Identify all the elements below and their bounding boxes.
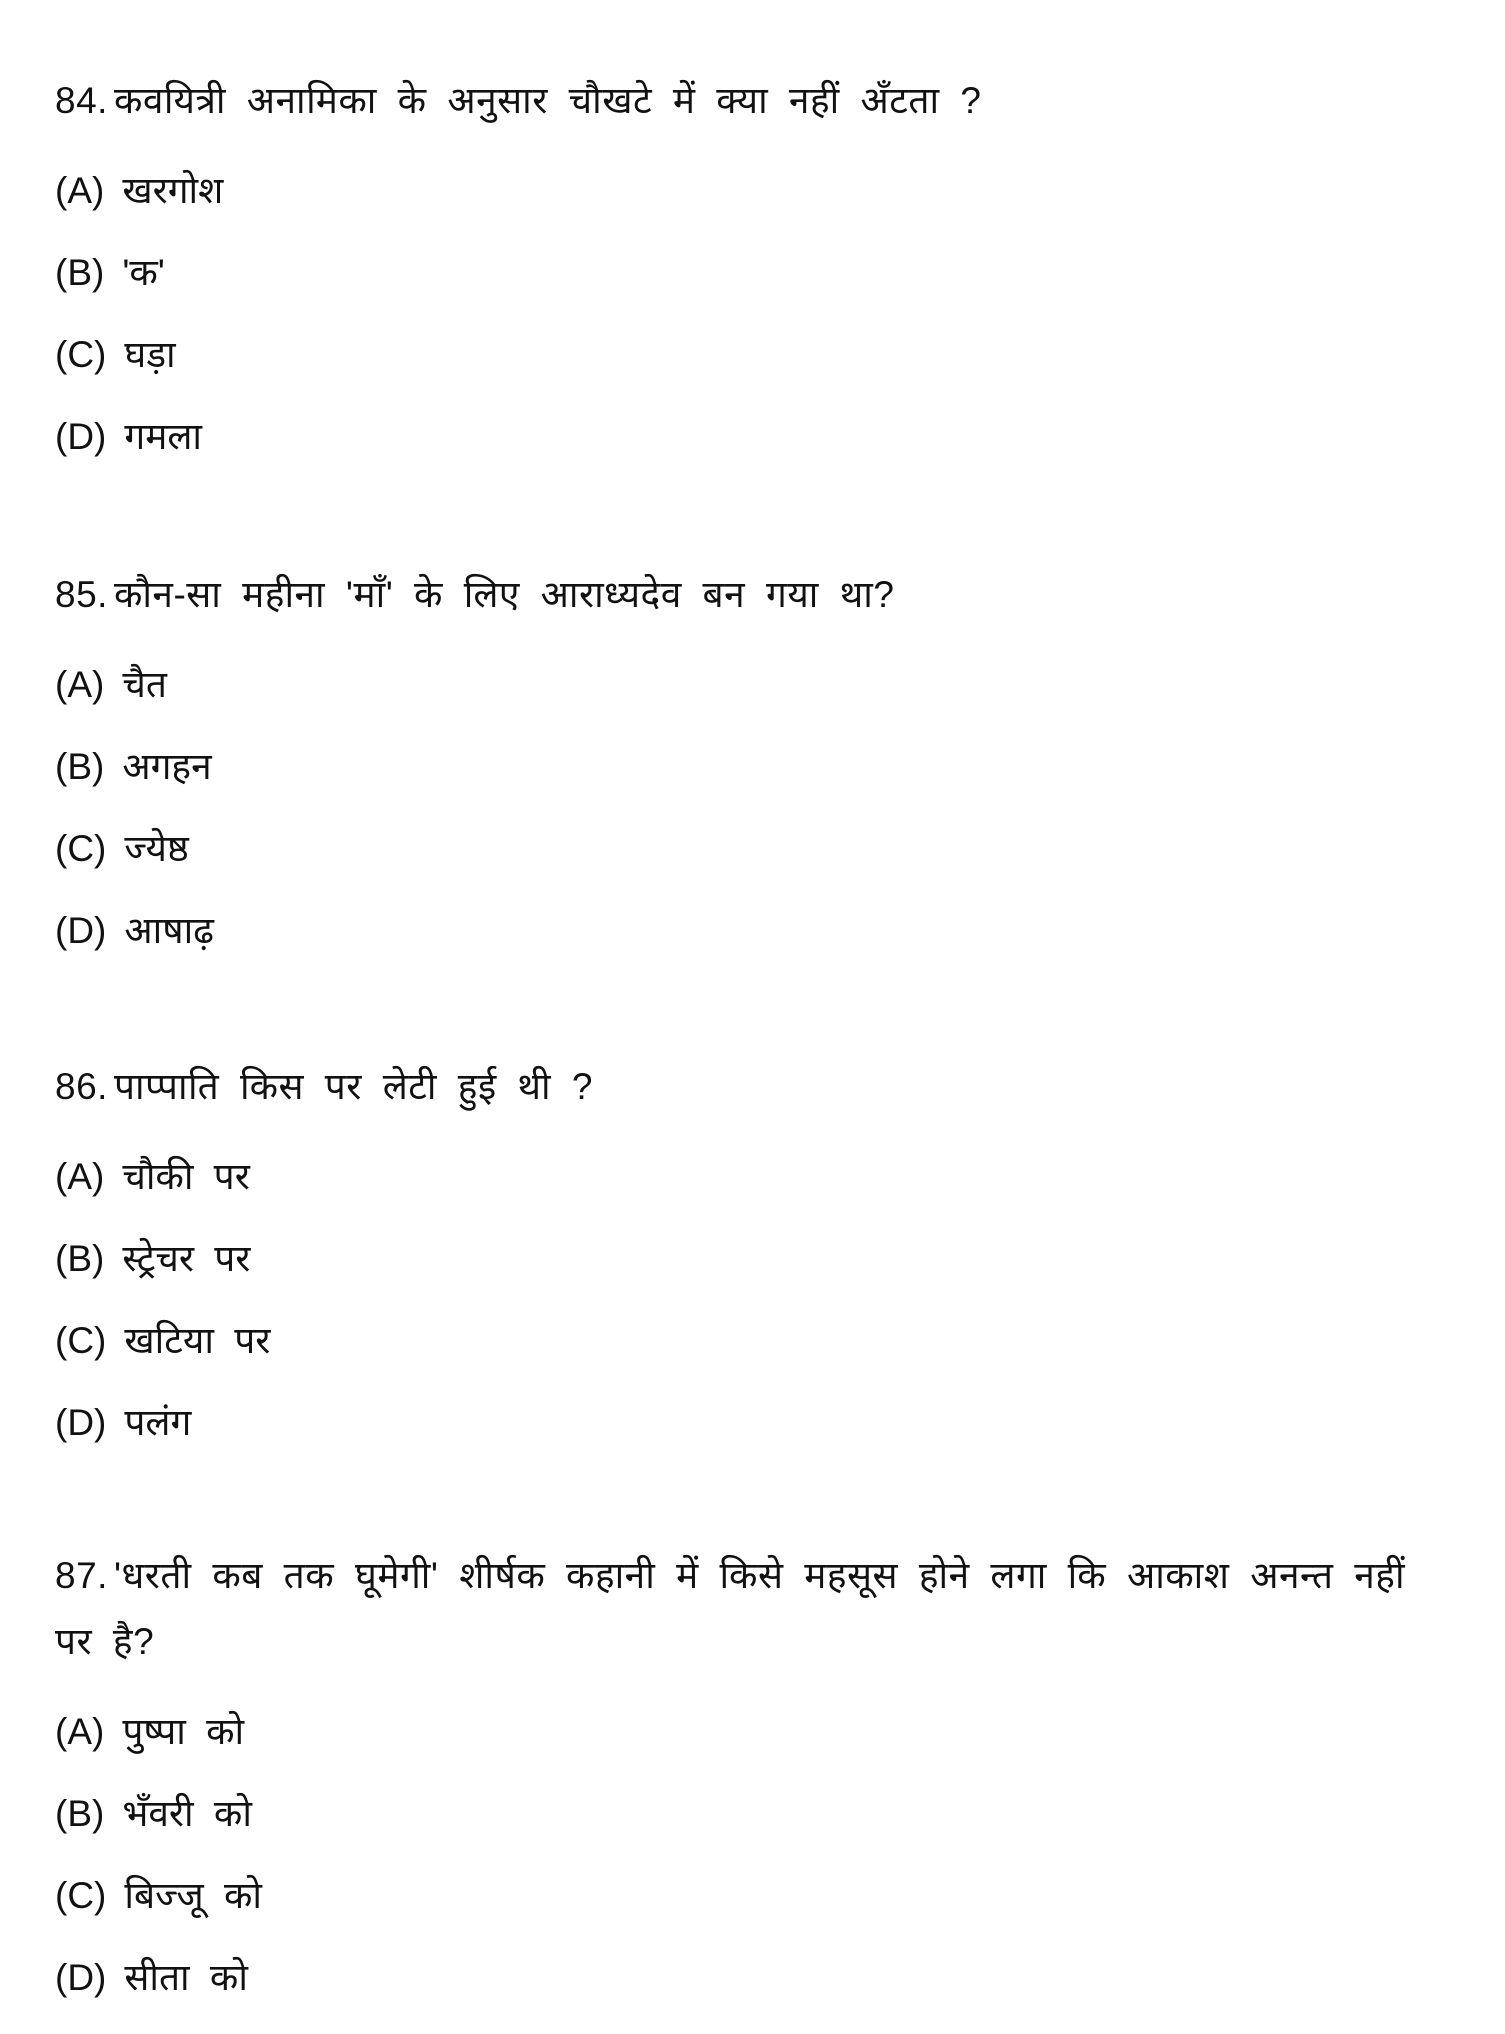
question-stem <box>55 562 1455 628</box>
option-text: ज्येष्ठ <box>124 828 189 869</box>
option-label: (A) <box>55 170 105 211</box>
option-text: सीता को <box>124 1957 248 1998</box>
option-text: पुष्पा को <box>122 1711 245 1752</box>
question-84 <box>55 68 1455 478</box>
question-text: कौन-सा महीना 'माँ' के लिए आराध्यदेव बन गया था? <box>113 574 895 615</box>
option-label: (C) <box>55 1320 107 1361</box>
option-text: गमला <box>124 416 203 457</box>
option-c[interactable] <box>55 1855 1455 1937</box>
option-b[interactable] <box>55 726 1455 808</box>
option-text: घड़ा <box>124 334 176 375</box>
option-d[interactable] <box>55 1937 1455 2019</box>
option-list <box>55 1691 1455 2019</box>
option-text: पलंग <box>124 1402 192 1443</box>
option-text: स्ट्रेचर पर <box>122 1238 251 1279</box>
question-number: 85. <box>55 574 108 615</box>
option-text: चैत <box>122 664 167 705</box>
question-number: 84. <box>55 80 108 121</box>
option-list <box>55 150 1455 478</box>
option-text: आषाढ़ <box>124 910 214 951</box>
option-c[interactable] <box>55 314 1455 396</box>
option-list <box>55 1136 1455 1464</box>
option-label: (C) <box>55 828 107 869</box>
option-c[interactable] <box>55 1300 1455 1382</box>
question-stem <box>55 68 1455 134</box>
option-label: (C) <box>55 334 107 375</box>
option-label: (B) <box>55 252 105 293</box>
option-text: बिज्जू को <box>124 1875 262 1916</box>
option-d[interactable] <box>55 1382 1455 1464</box>
question-number: 87. <box>55 1555 108 1596</box>
option-label: (B) <box>55 746 105 787</box>
option-label: (D) <box>55 1957 107 1998</box>
option-label: (B) <box>55 1793 105 1834</box>
option-label: (A) <box>55 664 105 705</box>
option-label: (D) <box>55 910 107 951</box>
option-c[interactable] <box>55 808 1455 890</box>
option-text: खटिया पर <box>124 1320 271 1361</box>
option-label: (B) <box>55 1238 105 1279</box>
question-stem <box>55 1543 1455 1675</box>
option-a[interactable] <box>55 1136 1455 1218</box>
option-text: चौकी पर <box>122 1156 250 1197</box>
option-a[interactable] <box>55 1691 1455 1773</box>
option-b[interactable] <box>55 232 1455 314</box>
option-d[interactable] <box>55 890 1455 972</box>
option-b[interactable] <box>55 1773 1455 1855</box>
question-86 <box>55 1054 1455 1464</box>
question-text: कवयित्री अनामिका के अनुसार चौखटे में क्या नहीं अँटता ? <box>113 80 982 121</box>
option-text: भँवरी को <box>122 1793 252 1834</box>
option-label: (C) <box>55 1875 107 1916</box>
option-text: 'क' <box>122 252 165 293</box>
question-87 <box>55 1543 1455 2019</box>
question-85 <box>55 562 1455 972</box>
question-number: 86. <box>55 1066 108 1107</box>
option-a[interactable] <box>55 644 1455 726</box>
option-text: खरगोश <box>122 170 224 211</box>
question-text: पाप्पाति किस पर लेटी हुई थी ? <box>113 1066 593 1107</box>
option-label: (D) <box>55 416 107 457</box>
option-label: (A) <box>55 1711 105 1752</box>
option-label: (A) <box>55 1156 105 1197</box>
option-list <box>55 644 1455 972</box>
question-stem <box>55 1054 1455 1120</box>
option-d[interactable] <box>55 396 1455 478</box>
question-text: 'धरती कब तक घूमेगी' शीर्षक कहानी में किसे महसूस होने लगा कि आकाश अनन्त नहीं पर है? <box>55 1555 1406 1662</box>
option-a[interactable] <box>55 150 1455 232</box>
option-label: (D) <box>55 1402 107 1443</box>
option-b[interactable] <box>55 1218 1455 1300</box>
option-text: अगहन <box>122 746 212 787</box>
